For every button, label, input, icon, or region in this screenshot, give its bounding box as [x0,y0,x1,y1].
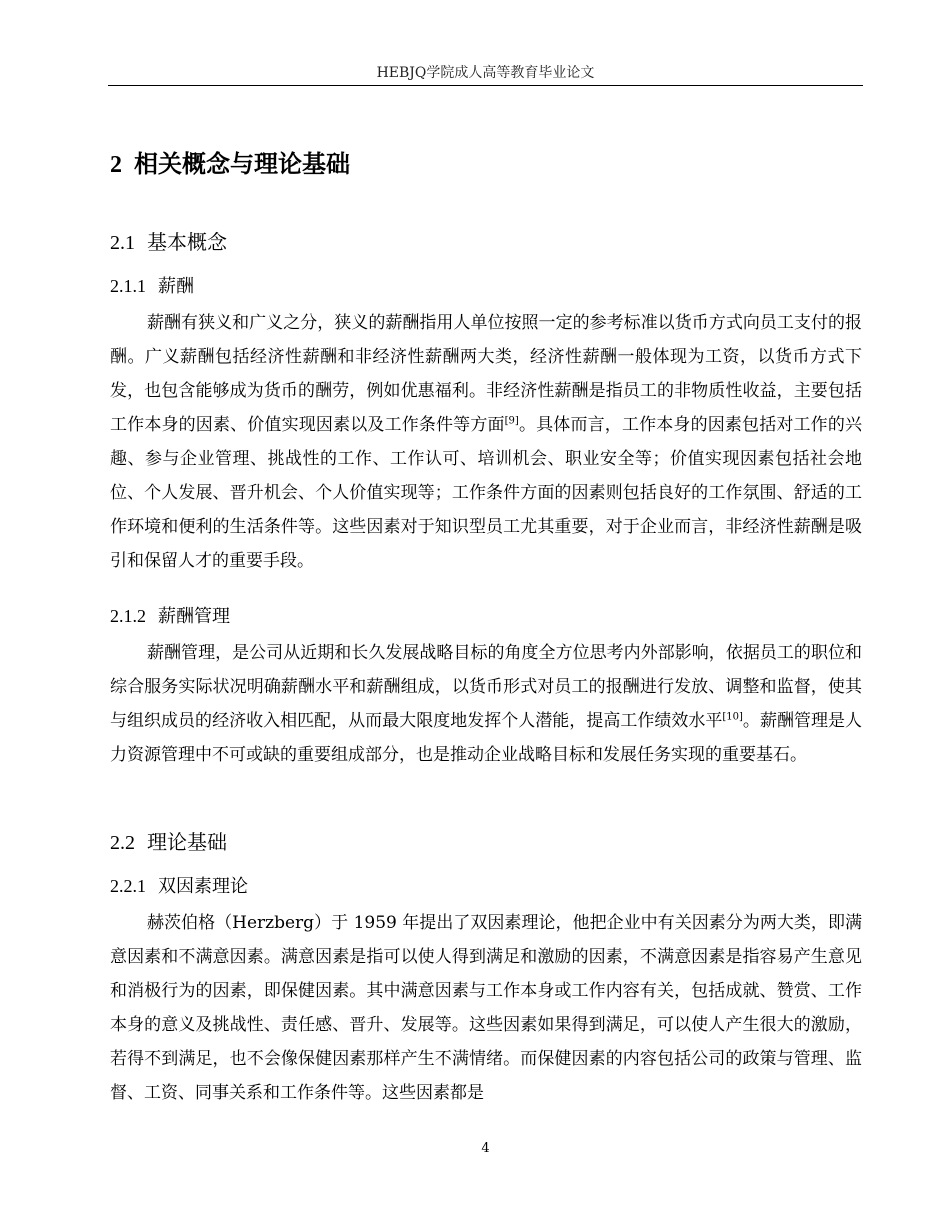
paragraph-two-factor-theory: 赫茨伯格（Herzberg）于 1959 年提出了双因素理论，他把企业中有关因素分为两大类，即满意因素和不满意因素。满意因素是指可以使人得到满足和激励的因素，不满意因素是指容易产生意见和消极行为的因素，即保健因素。其中满意因素与工作本身或工作内容有关，包括成就、赞赏、工作本身的意义及挑战性、责任感、晋升、发展等。这些因素如果得到满足，可以使人产生很大的激励，若得不到满足，也不会像保健因素那样产生不满情绪。而保健因素的内容包括公司的政策与管理、监督、工资、同事关系和工作条件等。这些因素都是 [110,913,862,1103]
subsection-title: 薪酬 [158,276,194,297]
paragraph-salary-management [110,636,862,772]
section-heading-2-2 [110,826,227,855]
section-title: 理论基础 [147,830,227,854]
citation: [10] [722,711,743,723]
page-header: HEBJQ学院成人高等教育毕业论文 [376,65,595,81]
section-number: 2.1 [110,232,135,254]
paragraph-salary [110,306,862,578]
paragraph-text: 。具体而言，工作本身的因素包括对工作的兴趣、参与企业管理、挑战性的工作、工作认可、培训机会、职业安全等；价值实现因素包括社会地位、个人发展、晋升机会、个人价值实现等；工作条件方面的因素则包括良好的工作氛围、舒适的工作环境和便利的生活条件等。这些因素对于知识型员工尤其重要，对于企业而言，非经济性薪酬是吸引和保留人才的重要手段。 [110,415,863,571]
subsection-number: 2.1.1 [110,276,146,296]
subsection-heading-2-1-1 [110,272,194,298]
chapter-heading [110,144,350,179]
section-heading-2-1 [110,226,227,255]
section-number: 2.2 [110,832,135,854]
chapter-title: 相关概念与理论基础 [134,149,350,178]
subsection-number: 2.2.1 [110,876,146,896]
section-title: 基本概念 [147,230,227,254]
subsection-heading-2-2-1 [110,872,248,898]
subsection-number: 2.1.2 [110,606,146,626]
subsection-title: 双因素理论 [158,876,248,897]
subsection-title: 薪酬管理 [158,606,230,627]
page-number: 4 [481,1141,490,1156]
paragraph-text: 。薪酬管理是人力资源管理中不可或缺的重要组成部分，也是推动企业战略目标和发展任务实现的重要基石。 [110,711,862,765]
chapter-number: 2 [110,152,122,178]
citation: [9] [504,415,519,427]
subsection-heading-2-1-2 [110,602,230,628]
header-divider [108,85,863,86]
paragraph-text: 薪酬管理，是公司从近期和长久发展战略目标的角度全方位思考内外部影响，依据员工的职位和综合服务实际状况明确薪酬水平和薪酬组成，以货币形式对员工的报酬进行发放、调整和监督，使其与组织成员的经济收入相匹配，从而最大限度地发挥个人潜能，提高工作绩效水平 [110,643,862,731]
paragraph-text: 薪酬有狭义和广义之分，狭义的薪酬指用人单位按照一定的参考标准以货币方式向员工支付的报酬。广义薪酬包括经济性薪酬和非经济性薪酬两大类，经济性薪酬一般体现为工资，以货币方式下发，也包含能够成为货币的酬劳，例如优惠福利。非经济性薪酬是指员工的非物质性收益，主要包括工作本身的因素、价值实现因素以及工作条件等方面 [110,313,862,435]
